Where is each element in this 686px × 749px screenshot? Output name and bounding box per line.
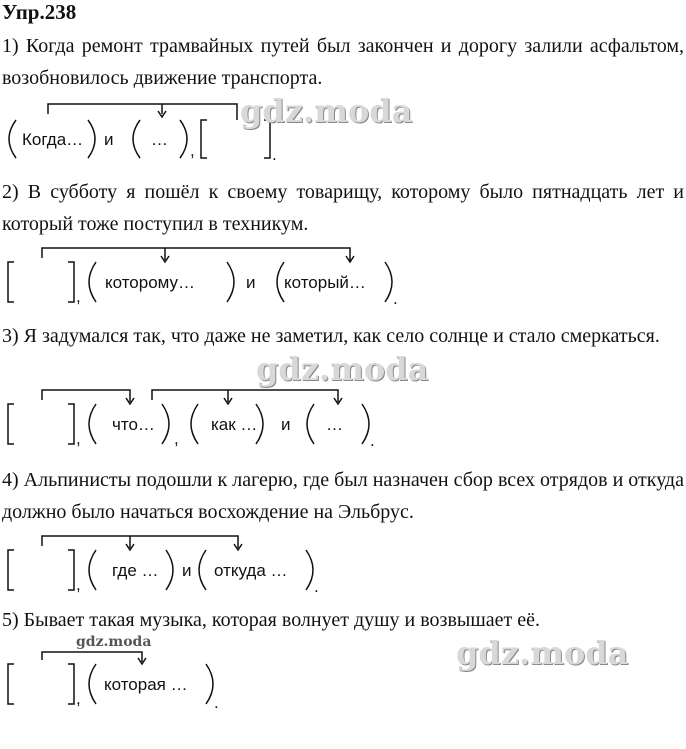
watermark-2: gdz.moda [256,350,429,388]
schema-3-paren-5 [307,404,314,444]
schema-4-paren-1 [89,550,96,590]
schema-5-clause-1: которая … [104,675,188,694]
schema-5-comma: , [76,689,81,708]
schema-1-clause-2: … [151,130,168,149]
schema-1-conj: и [104,130,114,149]
schema-4-paren-2 [166,550,173,590]
schema-1-comma: , [190,141,195,160]
schema-2-conj: и [246,273,256,292]
schema-5-dot: . [214,693,219,712]
schema-1-paren-3 [133,120,140,158]
sentence-2: 2) В субботу я пошёл к своему товарищу, которому было пятнадцать лет и который тоже поступил в техникум. [2,181,684,235]
schema-2-clause-2: который… [284,273,366,292]
schema-2-paren-3 [277,262,284,302]
schema-3-main-bracket [8,404,74,444]
sentence-5: 5) Бывает такая музыка, которая волнует душу и возвышает её. [2,609,540,631]
schema-4-clause-1: где … [112,561,159,580]
schema-3-comma-2: , [174,429,179,448]
schema-5-paren-2 [206,664,213,704]
schema-1-connector [48,104,237,120]
schema-2-dot: . [393,289,398,308]
schema-3-comma-1: , [76,429,81,448]
schema-4-clause-2: откуда … [214,561,288,580]
schema-3-clause-2: как … [211,415,258,434]
schema-3-paren-1 [89,404,96,444]
schema-3-conj: и [281,415,291,434]
schema-2-connector [42,248,350,262]
schema-3-connector-2 [152,390,338,402]
schema-4-dot: . [314,577,319,596]
schema-4 [0,532,686,602]
watermark-4: gdz.moda [76,634,152,650]
schema-1-dot: . [272,145,277,164]
schema-1-paren-2 [88,120,95,158]
schema-4-connector [42,536,238,548]
exercise-title: Упр.238 [2,0,77,24]
schema-3-clause-1: что… [112,415,155,434]
schema-3-dot: . [370,431,375,450]
schema-2-comma: , [76,287,81,306]
schema-2 [0,244,686,314]
schema-4-main-bracket [8,550,74,590]
sentence-3: 3) Я задумался так, что даже не заметил, как село солнце и стало смеркаться. [2,325,660,347]
schema-3-paren-6 [362,404,369,444]
schema-5-connector [42,652,142,662]
schema-3-paren-2 [162,404,169,444]
schema-1-paren-4 [180,120,187,158]
schema-3-clause-3: … [326,415,343,434]
schema-4-comma: , [76,575,81,594]
schema-2-paren-4 [385,262,392,302]
schema-2-clause-1: которому… [105,273,196,292]
schema-4-conj: и [182,561,192,580]
schema-2-main-bracket [8,262,74,302]
schema-3 [0,386,686,456]
schema-3-paren-3 [191,404,198,444]
schema-1-clause-1: Когда… [22,130,84,149]
watermark-3: gdz.moda [456,634,629,672]
schema-1-paren-1 [9,120,16,158]
sentence-1: 1) Когда ремонт трамвайных путей был закончен и дорогу залили асфальтом, возобновилось движение транспорта. [2,35,684,89]
schema-5-paren-1 [89,664,96,704]
schema-4-paren-4 [306,550,313,590]
schema-2-paren-2 [227,262,234,302]
schema-5-main-bracket [8,664,74,704]
sentence-4: 4) Альпинисты подошли к лагерю, где был назначен сбор всех отрядов и откуда должно было начаться восхождение на Эльбрус. [2,469,684,523]
watermark-1: gdz.moda [240,92,413,130]
schema-2-paren-1 [89,262,96,302]
schema-4-paren-3 [199,550,206,590]
schema-3-connector-1 [42,390,130,402]
